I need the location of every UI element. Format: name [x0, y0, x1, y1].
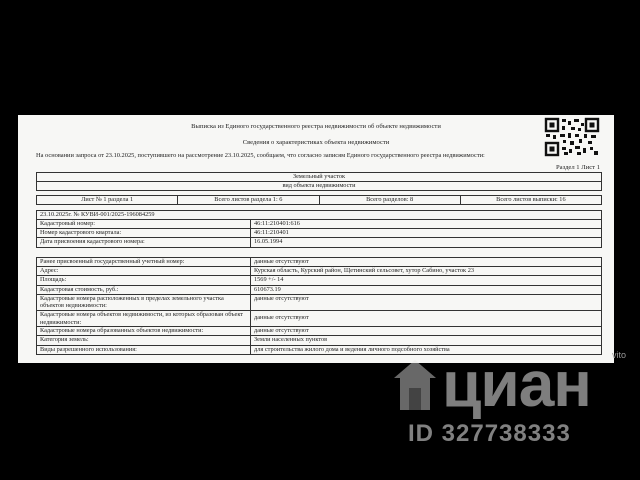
sheets-total: Всего листов выписки: 16	[460, 196, 601, 205]
row-value: для строительства жилого дома и ведения личного подсобного хозяйства	[251, 345, 602, 354]
cian-logo-icon	[392, 358, 438, 412]
row-label: Кадастровые номера расположенных в пределах земельного участка объектов недвижимости:	[37, 294, 251, 310]
row-label: Кадастровая стоимость, руб.:	[37, 285, 251, 294]
object-kind-caption: вид объекта недвижимости	[37, 182, 602, 191]
table-row	[37, 311, 602, 327]
listing-id-watermark: ID 327738333	[408, 420, 571, 447]
object-kind: Земельный участок	[37, 173, 602, 182]
table-row	[37, 258, 602, 267]
cadastral-basics-table	[36, 219, 602, 248]
row-value: 16.05.1994	[251, 238, 602, 247]
table-row	[37, 327, 602, 336]
cian-watermark: циан	[442, 348, 591, 420]
row-label: Ранее присвоенный государственный учетный номер:	[37, 258, 251, 267]
avito-watermark: vito	[612, 350, 627, 360]
row-value: 610673.19	[251, 285, 602, 294]
row-label: Виды разрешенного использования:	[37, 345, 251, 354]
table-row	[37, 276, 602, 285]
object-kind-table	[36, 172, 602, 191]
table-row	[37, 229, 602, 238]
request-intro: На основании запроса от 23.10.2025, поступившего на рассмотрение 23.10.2025, сообщаем, что согласно записям Единого государственного реестра недвижимости:	[36, 152, 485, 159]
extract-number: 23.10.2025г. № КУВИ-001/2025-196084259	[37, 211, 602, 220]
row-label: Площадь:	[37, 276, 251, 285]
section-label: Раздел 1 Лист 1	[556, 164, 600, 171]
table-row	[37, 220, 602, 229]
table-row	[37, 294, 602, 310]
row-label: Дата присвоения кадастрового номера:	[37, 238, 251, 247]
row-label: Кадастровые номера образованных объектов недвижимости:	[37, 327, 251, 336]
table-row	[37, 238, 602, 247]
table-row	[37, 336, 602, 345]
row-label: Категория земель:	[37, 336, 251, 345]
extract-document	[18, 115, 614, 363]
row-value: 1569 +/- 14	[251, 276, 602, 285]
row-value: данные отсутствуют	[251, 311, 602, 327]
sheet-number: Лист № 1 раздела 1	[37, 196, 178, 205]
sheet-meta-table	[36, 195, 602, 205]
qr-code-icon	[544, 117, 600, 157]
table-row	[37, 285, 602, 294]
row-label: Кадастровый номер:	[37, 220, 251, 229]
row-value: данные отсутствуют	[251, 294, 602, 310]
row-value: Курская область, Курский район, Щетинский сельсовет, хутор Сабино, участок 23	[251, 267, 602, 276]
row-value: Земли населенных пунктов	[251, 336, 602, 345]
sheets-in-section: Всего листов раздела 1: 6	[178, 196, 319, 205]
row-value: 46:11:210401:616	[251, 220, 602, 229]
row-value: 46:11:210401	[251, 229, 602, 238]
document-subtitle: Сведения о характеристиках объекта недвижимости	[242, 139, 390, 146]
row-value: данные отсутствуют	[251, 258, 602, 267]
table-row	[37, 267, 602, 276]
row-value: данные отсутствуют	[251, 327, 602, 336]
sections-total: Всего разделов: 8	[319, 196, 460, 205]
document-title: Выписка из Единого государственного реестра недвижимости об объекте недвижимости	[191, 123, 441, 130]
row-label: Адрес:	[37, 267, 251, 276]
characteristics-table	[36, 257, 602, 355]
row-label: Кадастровые номера объектов недвижимости, из которых образован объект недвижимости:	[37, 311, 251, 327]
row-label: Номер кадастрового квартала:	[37, 229, 251, 238]
